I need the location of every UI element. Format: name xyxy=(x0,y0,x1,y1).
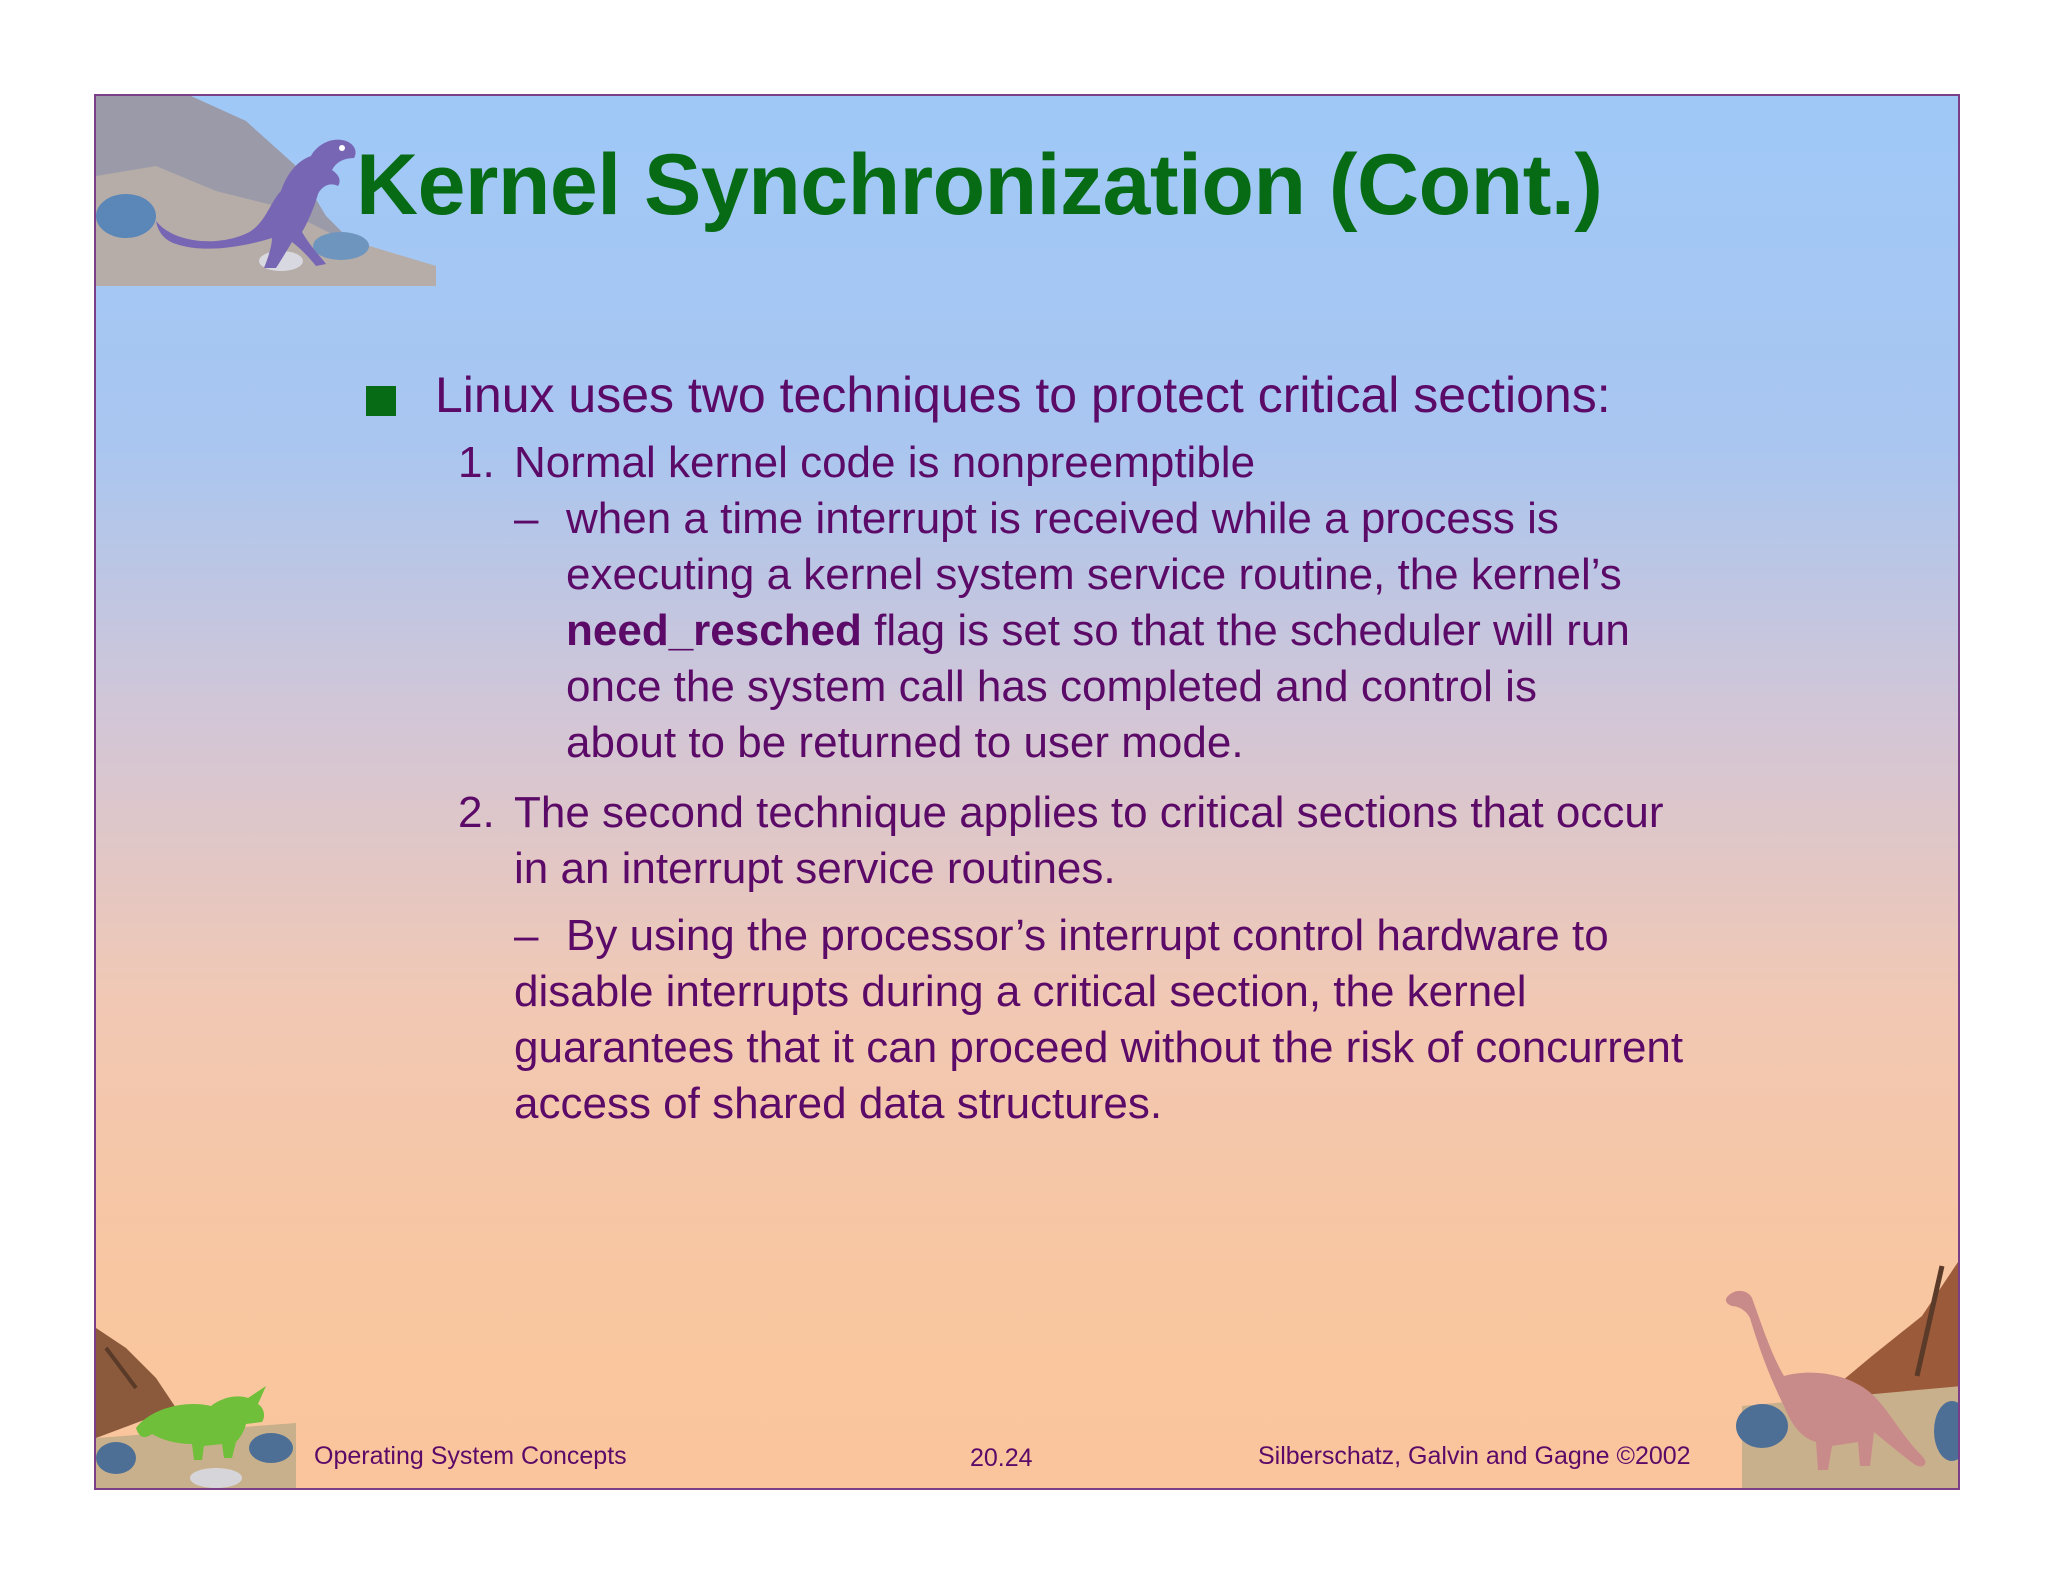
item2-dash: – xyxy=(514,911,539,960)
footer-course-title: Operating System Concepts xyxy=(314,1442,627,1470)
item1-dash: – xyxy=(514,494,539,543)
item2-sub-line: access of shared data structures. xyxy=(514,1079,1163,1128)
item1-sub-line: once the system call has completed and control is xyxy=(566,662,1537,711)
triceratops-dinosaur-icon xyxy=(96,1328,296,1490)
item2-number: 2. xyxy=(458,788,495,837)
item2-line: in an interrupt service routines. xyxy=(514,844,1116,893)
item1-sub-line: executing a kernel system service routine, the kernel’s xyxy=(566,550,1622,599)
item2-line: The second technique applies to critical sections that occur xyxy=(514,788,1664,837)
item2-sub-line: disable interrupts during a critical section, the kernel xyxy=(514,967,1527,1016)
bullet-square-icon xyxy=(366,386,396,416)
item1-text: Normal kernel code is nonpreemptible xyxy=(514,438,1256,487)
need-resched-term: need_resched xyxy=(566,606,862,655)
brontosaurus-dinosaur-icon xyxy=(1722,1256,1960,1490)
footer-page-number: 20.24 xyxy=(970,1444,1033,1472)
need-resched-after: flag is set so that the scheduler will run xyxy=(861,606,1630,655)
main-bullet-text: Linux uses two techniques to protect critical sections: xyxy=(435,367,1611,423)
item2-sub-first: By using the processor’s interrupt control hardware to xyxy=(566,911,1609,960)
item2-sub-line: guarantees that it can proceed without the risk of concurrent xyxy=(514,1023,1684,1072)
item1-sub-line: about to be returned to user mode. xyxy=(566,718,1244,767)
footer-copyright: Silberschatz, Galvin and Gagne ©2002 xyxy=(1258,1442,1691,1470)
slide-title: Kernel Synchronization (Cont.) xyxy=(356,137,1603,233)
slide xyxy=(94,94,1960,1490)
item1-number: 1. xyxy=(458,438,495,487)
item1-sub-line-with-term xyxy=(566,606,1630,656)
item1-sub-line: when a time interrupt is received while a process is xyxy=(566,494,1559,543)
